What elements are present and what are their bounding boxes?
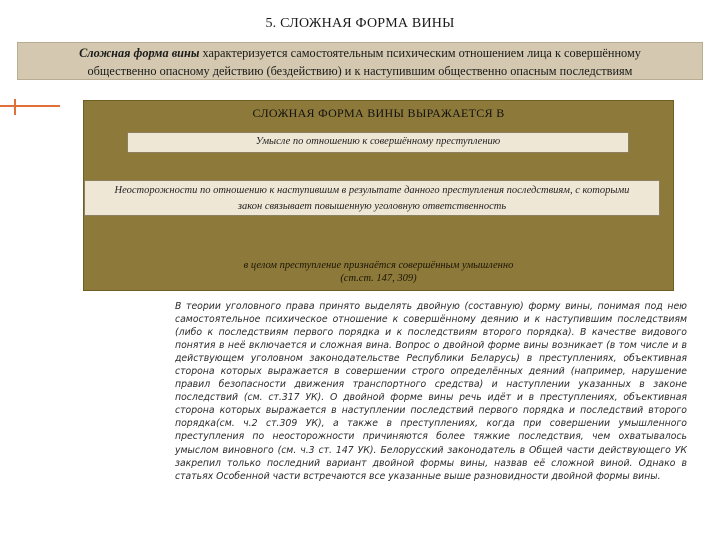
panel-heading: СЛОЖНАЯ ФОРМА ВИНЫ ВЫРАЖАЕТСЯ В [252, 106, 505, 120]
negligence-box [84, 180, 660, 216]
definition-term: Сложная форма вины [79, 46, 200, 60]
decorative-bar [0, 105, 60, 107]
decorative-bar-vertical [14, 99, 16, 115]
summary-line2: (ст.ст. 147, 309) [340, 273, 417, 284]
summary-line1: в целом преступление признаётся совершённым умышленно [243, 260, 514, 271]
negligence-line2: закон связывает повышенную уголовную ответственность [237, 201, 507, 212]
definition-box [17, 42, 703, 80]
summary-text [84, 259, 673, 285]
definition-line1: характеризуется самостоятельным психическим отношением лица к совершённому [199, 46, 641, 60]
forms-panel [83, 100, 674, 291]
body-paragraph: В теории уголовного права принято выделять двойную (составную) форму вины, понимая под нею самостоятельное психическое отношение к совершённому деянию и к наступившим последствиям (либо к последствиям первого порядка и к последствиям второго порядка). В качестве видового понятия в неё включается и сложная вина. Вопрос о двойной форме вины возникает (в том числе и в действующем уголовном законодательстве Республики Беларусь) в преступлениях, объективная сторона которых выражается в совершении строго определённых деяний (например, нарушение правил безопасности движения транспортного средства) и наступлении указанных в законе последствий (см. ст.317 УК). О двойной форме вины речь идёт и в преступлениях, объективная сторона которых выражается в наступлении последствий первого порядка и последствий второго порядка(см. ч.2 ст.309 УК), а также в преступлениях, когда при совершении умышленного преступления по неосторожности причиняются более тяжкие последствия, чем охватывалось умыслом виновного (см. ч.3 ст. 147 УК). Белорусский законодатель в Общей части действующего УК закрепил только последний вариант двойной формы вины, назвав её сложной виной. Однако в статьях Особенной части встречаются все указанные выше разновидности двойной формы вины. [175, 301, 687, 482]
definition-line2: общественно опасному действию (бездействию) и к наступившим общественно опасным последствиям [87, 64, 633, 78]
slide-title: 5. СЛОЖНАЯ ФОРМА ВИНЫ [265, 16, 455, 31]
intent-box: Умысле по отношению к совершённому преступлению [127, 132, 629, 153]
negligence-line1: Неосторожности по отношению к наступившим в результате данного преступления последствиям, с которыми [114, 185, 630, 196]
